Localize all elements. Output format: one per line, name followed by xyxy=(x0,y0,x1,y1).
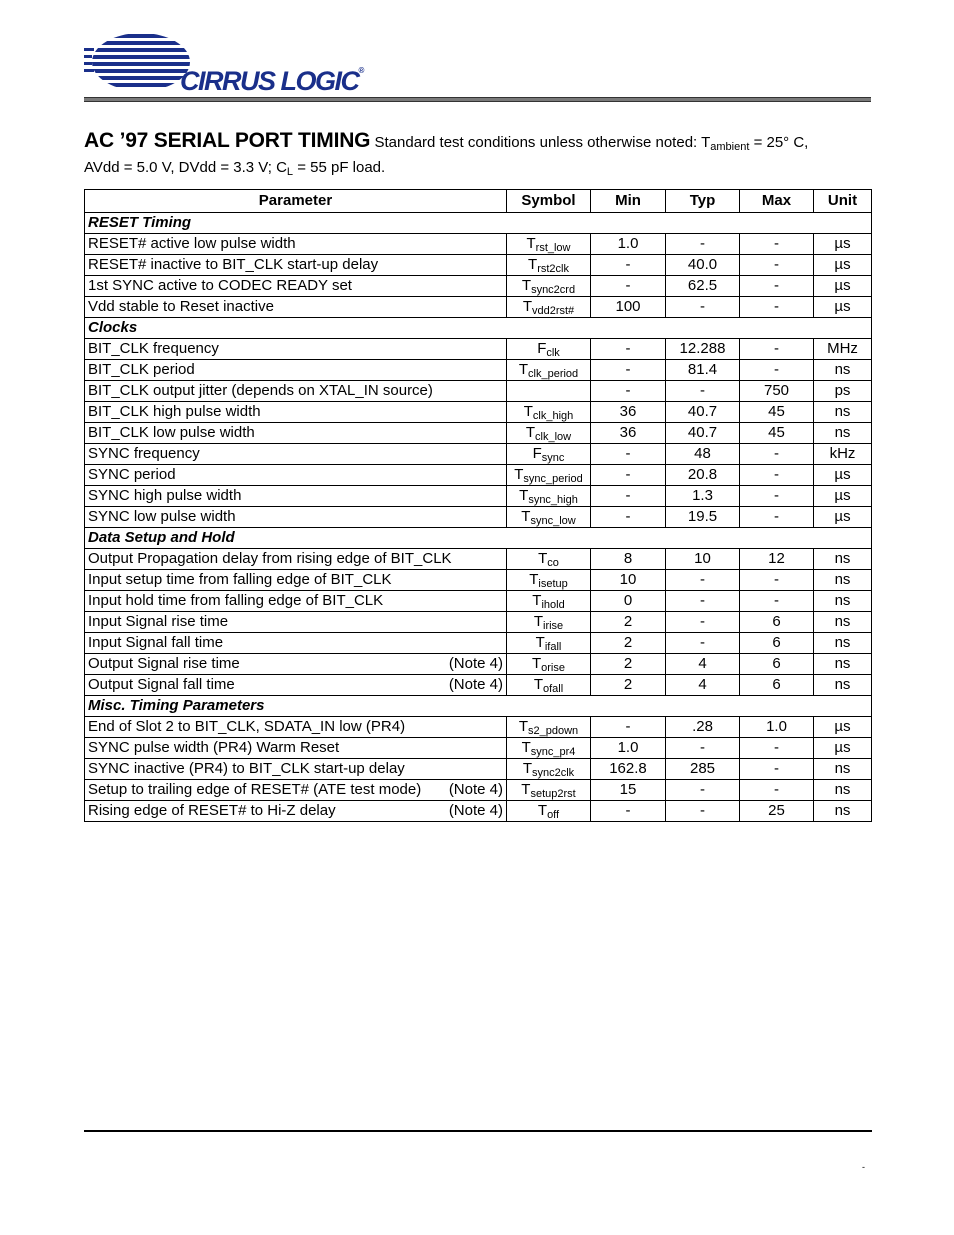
note-ref: (Note 4) xyxy=(448,655,503,672)
min-cell: 36 xyxy=(591,423,666,444)
symbol-subscript: clk xyxy=(546,347,560,359)
symbol-cell xyxy=(507,570,591,591)
symbol-letter: T xyxy=(528,256,538,273)
max-cell: - xyxy=(740,276,814,297)
parameter-cell xyxy=(85,801,507,822)
section-row xyxy=(85,696,872,717)
section-row xyxy=(85,213,872,234)
parameter-cell xyxy=(85,549,507,570)
parameter-cell xyxy=(85,759,507,780)
parameter-label: SYNC low pulse width xyxy=(88,508,236,525)
min-cell: - xyxy=(591,801,666,822)
note-ref: (Note 4) xyxy=(448,781,503,798)
typ-cell: 62.5 xyxy=(666,276,740,297)
max-cell: - xyxy=(740,360,814,381)
parameter-label: Input setup time from falling edge of BIT_CLK xyxy=(88,571,392,588)
section-label: Data Setup and Hold xyxy=(85,528,872,549)
max-cell: - xyxy=(740,738,814,759)
symbol-letter: T xyxy=(529,571,539,588)
symbol-cell xyxy=(507,591,591,612)
typ-cell: - xyxy=(666,612,740,633)
min-cell: - xyxy=(591,717,666,738)
min-cell: - xyxy=(591,255,666,276)
table-row xyxy=(85,591,872,612)
min-cell: 15 xyxy=(591,780,666,801)
parameter-cell xyxy=(85,255,507,276)
parameter-cell xyxy=(85,402,507,423)
parameter-cell xyxy=(85,591,507,612)
parameter-label: BIT_CLK frequency xyxy=(88,340,219,357)
unit-cell: ns xyxy=(814,780,872,801)
symbol-subscript: irise xyxy=(543,620,564,632)
unit-cell: ns xyxy=(814,549,872,570)
typ-cell: - xyxy=(666,381,740,402)
symbol-subscript: ofall xyxy=(542,683,564,695)
typ-cell: 12.288 xyxy=(666,339,740,360)
table-row xyxy=(85,234,872,255)
unit-cell: µs xyxy=(814,507,872,528)
unit-cell: ns xyxy=(814,591,872,612)
column-header: Min xyxy=(591,190,666,213)
parameter-label: Input Signal rise time xyxy=(88,613,229,630)
unit-cell: ns xyxy=(814,654,872,675)
max-cell: - xyxy=(740,255,814,276)
table-row xyxy=(85,465,872,486)
max-cell: 1.0 xyxy=(740,717,814,738)
symbol-letter: T xyxy=(525,424,536,441)
min-cell: 2 xyxy=(591,675,666,696)
symbol-subscript: clk_low xyxy=(535,431,572,443)
table-row xyxy=(85,633,872,654)
parameter-label: Output Signal rise time xyxy=(88,655,240,672)
parameter-label: RESET# inactive to BIT_CLK start-up delay xyxy=(88,256,379,273)
symbol-cell xyxy=(507,255,591,276)
symbol-subscript: orise xyxy=(541,662,565,674)
symbol-subscript: setup2rst xyxy=(530,788,576,800)
symbol-subscript: sync_high xyxy=(528,494,578,506)
column-header: Symbol xyxy=(507,190,591,213)
symbol-cell xyxy=(507,444,591,465)
symbol-letter: T xyxy=(521,277,532,294)
logo-wordmark: CIRRUS LOGIC® xyxy=(180,66,365,96)
typ-cell: 4 xyxy=(666,654,740,675)
parameter-label: BIT_CLK period xyxy=(88,361,195,378)
symbol-subscript: sync_pr4 xyxy=(530,746,576,758)
table-row xyxy=(85,738,872,759)
parameter-cell xyxy=(85,339,507,360)
parameter-label: BIT_CLK high pulse width xyxy=(88,403,261,420)
table-header-row xyxy=(85,190,872,213)
parameter-label: Output Signal fall time xyxy=(88,676,235,693)
symbol-subscript: ifall xyxy=(544,641,562,653)
max-cell: - xyxy=(740,507,814,528)
unit-cell: ns xyxy=(814,801,872,822)
symbol-cell xyxy=(507,717,591,738)
symbol-letter: T xyxy=(518,718,528,735)
typ-cell: 40.7 xyxy=(666,423,740,444)
unit-cell: µs xyxy=(814,738,872,759)
max-cell: 6 xyxy=(740,675,814,696)
symbol-cell xyxy=(507,339,591,360)
section-label: Clocks xyxy=(85,318,872,339)
typ-cell: 19.5 xyxy=(666,507,740,528)
typ-cell: 40.0 xyxy=(666,255,740,276)
min-cell: 2 xyxy=(591,654,666,675)
min-cell: 0 xyxy=(591,591,666,612)
min-cell: 36 xyxy=(591,402,666,423)
unit-cell: µs xyxy=(814,717,872,738)
parameter-cell xyxy=(85,486,507,507)
max-cell: - xyxy=(740,591,814,612)
min-cell: 2 xyxy=(591,633,666,654)
parameter-label: Input hold time from falling edge of BIT_CLK xyxy=(88,592,384,609)
unit-cell: ns xyxy=(814,402,872,423)
table-row xyxy=(85,255,872,276)
min-cell: - xyxy=(591,465,666,486)
max-cell: - xyxy=(740,297,814,318)
max-cell: - xyxy=(740,444,814,465)
max-cell: - xyxy=(740,234,814,255)
symbol-subscript: s2_pdown xyxy=(528,725,579,737)
parameter-label: SYNC frequency xyxy=(88,445,200,462)
unit-cell: µs xyxy=(814,486,872,507)
typ-cell: 20.8 xyxy=(666,465,740,486)
section-title xyxy=(84,128,874,178)
parameter-cell xyxy=(85,444,507,465)
unit-cell: ps xyxy=(814,381,872,402)
max-cell: 6 xyxy=(740,633,814,654)
parameter-label: SYNC period xyxy=(88,466,176,483)
symbol-cell xyxy=(507,465,591,486)
note-ref: (Note 4) xyxy=(448,676,503,693)
max-cell: - xyxy=(740,486,814,507)
min-cell: 1.0 xyxy=(591,234,666,255)
symbol-cell xyxy=(507,297,591,318)
min-cell: - xyxy=(591,339,666,360)
symbol-subscript: sync2clk xyxy=(531,767,575,779)
symbol-subscript: rst2clk xyxy=(537,263,569,275)
symbol-subscript: sync xyxy=(541,452,565,464)
symbol-letter: T xyxy=(521,739,531,756)
min-cell: 2 xyxy=(591,612,666,633)
table-body xyxy=(85,213,872,822)
parameter-cell xyxy=(85,738,507,759)
symbol-letter: T xyxy=(518,361,529,378)
min-cell: - xyxy=(591,276,666,297)
symbol-subscript: rst_low xyxy=(535,242,571,254)
min-cell: 10 xyxy=(591,570,666,591)
symbol-letter: T xyxy=(521,781,531,798)
symbol-letter: F xyxy=(532,445,542,462)
unit-cell: µs xyxy=(814,276,872,297)
parameter-cell xyxy=(85,465,507,486)
table-row xyxy=(85,360,872,381)
section-row xyxy=(85,318,872,339)
symbol-cell xyxy=(507,759,591,780)
min-cell: - xyxy=(591,507,666,528)
typ-cell: - xyxy=(666,633,740,654)
symbol-cell xyxy=(507,801,591,822)
parameter-cell xyxy=(85,675,507,696)
column-header: Typ xyxy=(666,190,740,213)
parameter-cell xyxy=(85,381,507,402)
unit-cell: µs xyxy=(814,465,872,486)
symbol-subscript: sync_period xyxy=(523,473,583,485)
parameter-label: BIT_CLK low pulse width xyxy=(88,424,255,441)
table-row xyxy=(85,486,872,507)
table-row xyxy=(85,759,872,780)
test-conditions: Standard test conditions unless otherwise noted: $T_{ambient} = 25^\circ$ C, xyxy=(374,134,809,153)
parameter-cell xyxy=(85,780,507,801)
symbol-cell xyxy=(507,486,591,507)
parameter-label: Setup to trailing edge of RESET# (ATE test mode) xyxy=(88,781,422,798)
max-cell: 6 xyxy=(740,612,814,633)
symbol-subscript: vdd2rst# xyxy=(531,305,575,317)
max-cell: - xyxy=(740,339,814,360)
supply-conditions: AVdd = 5.0 V, DVdd = 3.3 V; $C_L = 55$ pF load. xyxy=(84,159,386,178)
table-row xyxy=(85,423,872,444)
symbol-subscript: co xyxy=(547,557,559,569)
symbol-letter: T xyxy=(526,235,536,252)
table-row xyxy=(85,717,872,738)
table-row xyxy=(85,402,872,423)
section-row xyxy=(85,528,872,549)
symbol-letter: T xyxy=(538,550,548,567)
parameter-label: End of Slot 2 to BIT_CLK, SDATA_IN low (PR4) xyxy=(88,718,406,735)
timing-table xyxy=(84,189,872,822)
table-row xyxy=(85,549,872,570)
min-cell: 8 xyxy=(591,549,666,570)
parameter-cell xyxy=(85,234,507,255)
symbol-subscript: off xyxy=(547,809,560,821)
max-cell: 45 xyxy=(740,402,814,423)
parameter-cell xyxy=(85,570,507,591)
symbol-cell xyxy=(507,423,591,444)
unit-cell: ns xyxy=(814,633,872,654)
min-cell: 100 xyxy=(591,297,666,318)
typ-cell: 48 xyxy=(666,444,740,465)
typ-cell: - xyxy=(666,570,740,591)
table-row xyxy=(85,444,872,465)
symbol-subscript: isetup xyxy=(538,578,568,590)
symbol-letter: T xyxy=(537,802,548,819)
parameter-cell xyxy=(85,633,507,654)
parameter-label: Input Signal fall time xyxy=(88,634,224,651)
typ-cell: - xyxy=(666,780,740,801)
typ-cell: 4 xyxy=(666,675,740,696)
table-row xyxy=(85,570,872,591)
max-cell: 12 xyxy=(740,549,814,570)
symbol-subscript: sync_low xyxy=(530,515,576,527)
unit-cell: ns xyxy=(814,570,872,591)
min-cell: - xyxy=(591,381,666,402)
max-cell: 6 xyxy=(740,654,814,675)
column-header: Max xyxy=(740,190,814,213)
min-cell: 162.8 xyxy=(591,759,666,780)
min-cell: - xyxy=(591,486,666,507)
symbol-letter: T xyxy=(533,676,543,693)
min-cell: 1.0 xyxy=(591,738,666,759)
parameter-cell xyxy=(85,654,507,675)
symbol-cell xyxy=(507,633,591,654)
symbol-letter: T xyxy=(532,592,542,609)
page-mark: - xyxy=(862,1162,865,1172)
symbol-cell xyxy=(507,654,591,675)
unit-cell: µs xyxy=(814,234,872,255)
parameter-cell xyxy=(85,297,507,318)
unit-cell: ns xyxy=(814,423,872,444)
typ-cell: - xyxy=(666,591,740,612)
symbol-cell xyxy=(507,675,591,696)
unit-cell: µs xyxy=(814,255,872,276)
parameter-label: 1st SYNC active to CODEC READY set xyxy=(88,277,352,294)
footer-rule xyxy=(84,1130,872,1132)
page-title: AC ’97 SERIAL PORT TIMING xyxy=(84,129,371,152)
note-ref: (Note 4) xyxy=(448,802,503,819)
symbol-subscript: clk_high xyxy=(532,410,574,422)
typ-cell: 10 xyxy=(666,549,740,570)
symbol-letter: T xyxy=(523,403,533,420)
table-row xyxy=(85,780,872,801)
max-cell: - xyxy=(740,465,814,486)
typ-cell: 81.4 xyxy=(666,360,740,381)
parameter-cell xyxy=(85,717,507,738)
unit-cell: kHz xyxy=(814,444,872,465)
parameter-label: Output Propagation delay from rising edge of BIT_CLK xyxy=(88,550,452,567)
max-cell: 45 xyxy=(740,423,814,444)
typ-cell: - xyxy=(666,297,740,318)
table-row xyxy=(85,507,872,528)
typ-cell: - xyxy=(666,801,740,822)
symbol-subscript: sync2crd xyxy=(531,284,576,296)
max-cell: 25 xyxy=(740,801,814,822)
symbol-letter: T xyxy=(533,613,543,630)
max-cell: 750 xyxy=(740,381,814,402)
parameter-label: Rising edge of RESET# to Hi-Z delay xyxy=(88,802,336,819)
table-row xyxy=(85,675,872,696)
typ-cell: 40.7 xyxy=(666,402,740,423)
symbol-cell xyxy=(507,234,591,255)
symbol-cell xyxy=(507,381,591,402)
unit-cell: MHz xyxy=(814,339,872,360)
header-rule xyxy=(84,97,871,102)
symbol-cell xyxy=(507,780,591,801)
parameter-cell xyxy=(85,507,507,528)
symbol-cell xyxy=(507,507,591,528)
min-cell: - xyxy=(591,444,666,465)
parameter-cell xyxy=(85,612,507,633)
symbol-letter: T xyxy=(514,466,524,483)
symbol-letter: T xyxy=(531,655,542,672)
parameter-cell xyxy=(85,276,507,297)
typ-cell: 1.3 xyxy=(666,486,740,507)
unit-cell: ns xyxy=(814,612,872,633)
symbol-cell xyxy=(507,402,591,423)
symbol-cell xyxy=(507,360,591,381)
table-row xyxy=(85,339,872,360)
unit-cell: µs xyxy=(814,297,872,318)
parameter-label: SYNC inactive (PR4) to BIT_CLK start-up delay xyxy=(88,760,405,777)
typ-cell: .28 xyxy=(666,717,740,738)
table-row xyxy=(85,276,872,297)
column-header: Unit xyxy=(814,190,872,213)
table-row xyxy=(85,801,872,822)
symbol-letter: T xyxy=(522,298,532,315)
symbol-cell xyxy=(507,738,591,759)
min-cell: - xyxy=(591,360,666,381)
typ-cell: - xyxy=(666,738,740,759)
symbol-letter: T xyxy=(519,487,529,504)
section-label: Misc. Timing Parameters xyxy=(85,696,872,717)
parameter-label: RESET# active low pulse width xyxy=(88,235,296,252)
unit-cell: ns xyxy=(814,360,872,381)
symbol-cell xyxy=(507,549,591,570)
symbol-cell xyxy=(507,276,591,297)
symbol-cell xyxy=(507,612,591,633)
max-cell: - xyxy=(740,570,814,591)
table-row xyxy=(85,612,872,633)
max-cell: - xyxy=(740,780,814,801)
max-cell: - xyxy=(740,759,814,780)
unit-cell: ns xyxy=(814,675,872,696)
parameter-label: Vdd stable to Reset inactive xyxy=(88,298,274,315)
parameter-label: BIT_CLK output jitter (depends on XTAL_IN source) xyxy=(88,382,433,399)
parameter-label: SYNC high pulse width xyxy=(88,487,242,504)
table-row xyxy=(85,654,872,675)
parameter-label: SYNC pulse width (PR4) Warm Reset xyxy=(88,739,340,756)
symbol-subscript: clk_period xyxy=(528,368,579,380)
section-label: RESET Timing xyxy=(85,213,872,234)
symbol-letter: T xyxy=(521,508,531,525)
typ-cell: 285 xyxy=(666,759,740,780)
table-row xyxy=(85,381,872,402)
symbol-letter: T xyxy=(522,760,532,777)
symbol-letter: F xyxy=(537,340,547,357)
typ-cell: - xyxy=(666,234,740,255)
parameter-cell xyxy=(85,360,507,381)
symbol-letter: T xyxy=(535,634,545,651)
column-header: Parameter xyxy=(85,190,507,213)
table-row xyxy=(85,297,872,318)
unit-cell: ns xyxy=(814,759,872,780)
parameter-cell xyxy=(85,423,507,444)
symbol-subscript: ihold xyxy=(541,599,565,611)
